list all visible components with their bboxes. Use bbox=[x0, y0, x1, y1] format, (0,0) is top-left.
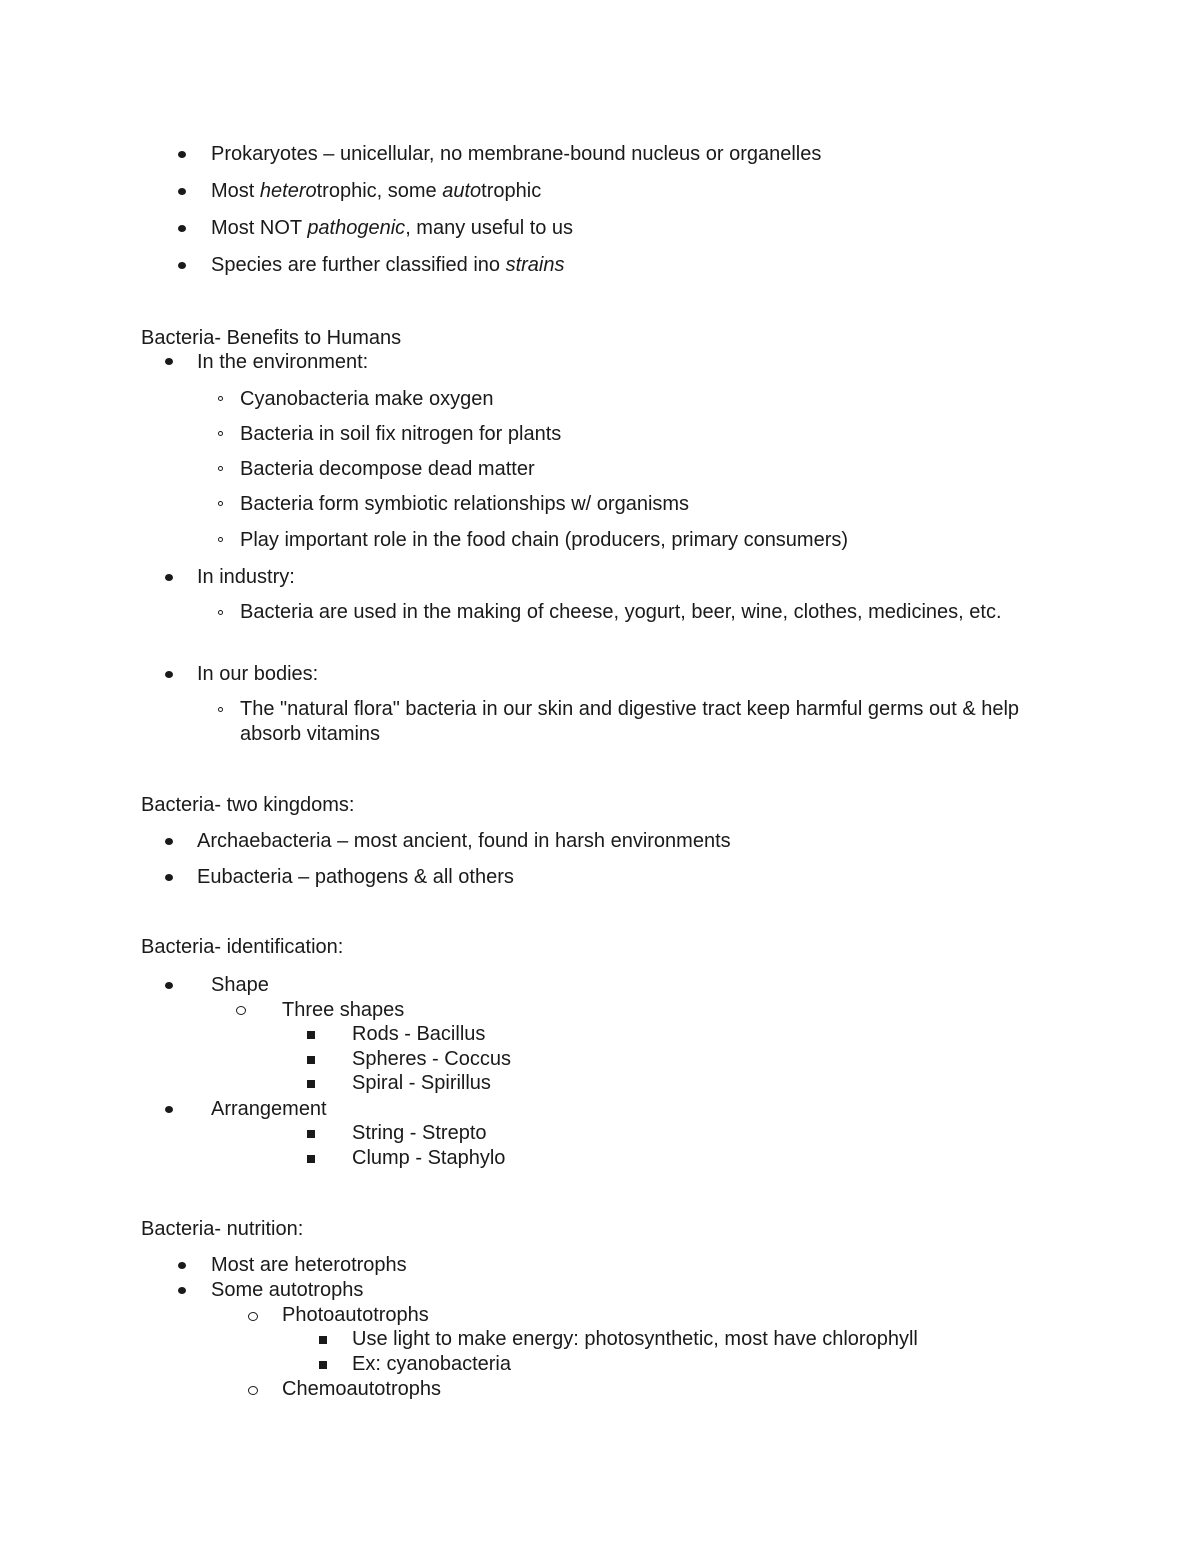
square-bullet-icon bbox=[307, 1031, 315, 1039]
bullet-icon bbox=[178, 1287, 186, 1294]
sub-bullet-icon bbox=[218, 610, 223, 615]
square-bullet-icon bbox=[307, 1056, 315, 1064]
environment-item: Cyanobacteria make oxygen bbox=[240, 388, 494, 410]
square-bullet-icon bbox=[307, 1130, 315, 1138]
intro-item-2: Most heterotrophic, some autotrophic bbox=[211, 180, 542, 202]
photo-detail-item: Use light to make energy: photosynthetic, most have chlorophyll bbox=[352, 1328, 918, 1350]
bullet-icon bbox=[165, 671, 173, 678]
intro-item-1: Prokaryotes – unicellular, no membrane-bound nucleus or organelles bbox=[211, 143, 822, 165]
shape-label: Shape bbox=[211, 974, 269, 996]
chemoautotrophs-item: Chemoautotrophs bbox=[282, 1378, 441, 1400]
arrangement-item: Clump - Staphylo bbox=[352, 1147, 506, 1169]
square-bullet-icon bbox=[307, 1080, 315, 1088]
kingdoms-heading: Bacteria- two kingdoms: bbox=[141, 794, 355, 816]
bullet-icon bbox=[165, 874, 173, 881]
nutrition-heading: Bacteria- nutrition: bbox=[141, 1218, 304, 1240]
environment-item: Bacteria decompose dead matter bbox=[240, 458, 535, 480]
arrangement-label: Arrangement bbox=[211, 1098, 327, 1120]
benefits-heading: Bacteria- Benefits to Humans bbox=[141, 327, 402, 349]
bullet-icon bbox=[178, 1262, 186, 1269]
photoautotrophs-item: Photoautotrophs bbox=[282, 1304, 429, 1326]
circle-bullet-icon bbox=[248, 1386, 258, 1395]
heterotrophs-item: Most are heterotrophs bbox=[211, 1254, 407, 1276]
bullet-icon bbox=[165, 574, 173, 581]
bullet-icon bbox=[178, 151, 186, 158]
circle-bullet-icon bbox=[248, 1312, 258, 1321]
bodies-label: In our bodies: bbox=[197, 663, 319, 685]
sub-bullet-icon bbox=[218, 501, 223, 506]
autotrophs-item: Some autotrophs bbox=[211, 1279, 364, 1301]
sub-bullet-icon bbox=[218, 396, 223, 401]
bullet-icon bbox=[165, 982, 173, 989]
shape-item: Spheres - Coccus bbox=[352, 1048, 511, 1070]
square-bullet-icon bbox=[319, 1336, 327, 1344]
industry-item: Bacteria are used in the making of cheese, yogurt, beer, wine, clothes, medicines, etc. bbox=[240, 601, 1002, 623]
identification-heading: Bacteria- identification: bbox=[141, 936, 344, 958]
sub-bullet-icon bbox=[218, 537, 223, 542]
circle-bullet-icon bbox=[236, 1006, 246, 1015]
photo-detail-item: Ex: cyanobacteria bbox=[352, 1353, 511, 1375]
bullet-icon bbox=[178, 188, 186, 195]
environment-item: Bacteria form symbiotic relationships w/ organisms bbox=[240, 493, 690, 515]
kingdom-item: Archaebacteria – most ancient, found in harsh environments bbox=[197, 830, 731, 852]
sub-bullet-icon bbox=[218, 466, 223, 471]
environment-item: Play important role in the food chain (producers, primary consumers) bbox=[240, 529, 849, 551]
bullet-icon bbox=[178, 262, 186, 269]
sub-bullet-icon bbox=[218, 431, 223, 436]
industry-label: In industry: bbox=[197, 566, 295, 588]
bodies-item: The "natural flora" bacteria in our skin and digestive tract keep harmful germs out & help absorb vitamins bbox=[240, 698, 1020, 745]
environment-label: In the environment: bbox=[197, 351, 369, 373]
bullet-icon bbox=[165, 838, 173, 845]
bullet-icon bbox=[178, 225, 186, 232]
intro-item-4: Species are further classified ino strains bbox=[211, 254, 565, 276]
shape-item: Rods - Bacillus bbox=[352, 1023, 486, 1045]
intro-item-3: Most NOT pathogenic, many useful to us bbox=[211, 217, 574, 239]
arrangement-item: String - Strepto bbox=[352, 1122, 487, 1144]
three-shapes-label: Three shapes bbox=[282, 999, 405, 1021]
environment-item: Bacteria in soil fix nitrogen for plants bbox=[240, 423, 562, 445]
square-bullet-icon bbox=[307, 1155, 315, 1163]
bullet-icon bbox=[165, 1106, 173, 1113]
bullet-icon bbox=[165, 358, 173, 365]
shape-item: Spiral - Spirillus bbox=[352, 1072, 491, 1094]
square-bullet-icon bbox=[319, 1361, 327, 1369]
kingdom-item: Eubacteria – pathogens & all others bbox=[197, 866, 514, 888]
sub-bullet-icon bbox=[218, 707, 223, 712]
